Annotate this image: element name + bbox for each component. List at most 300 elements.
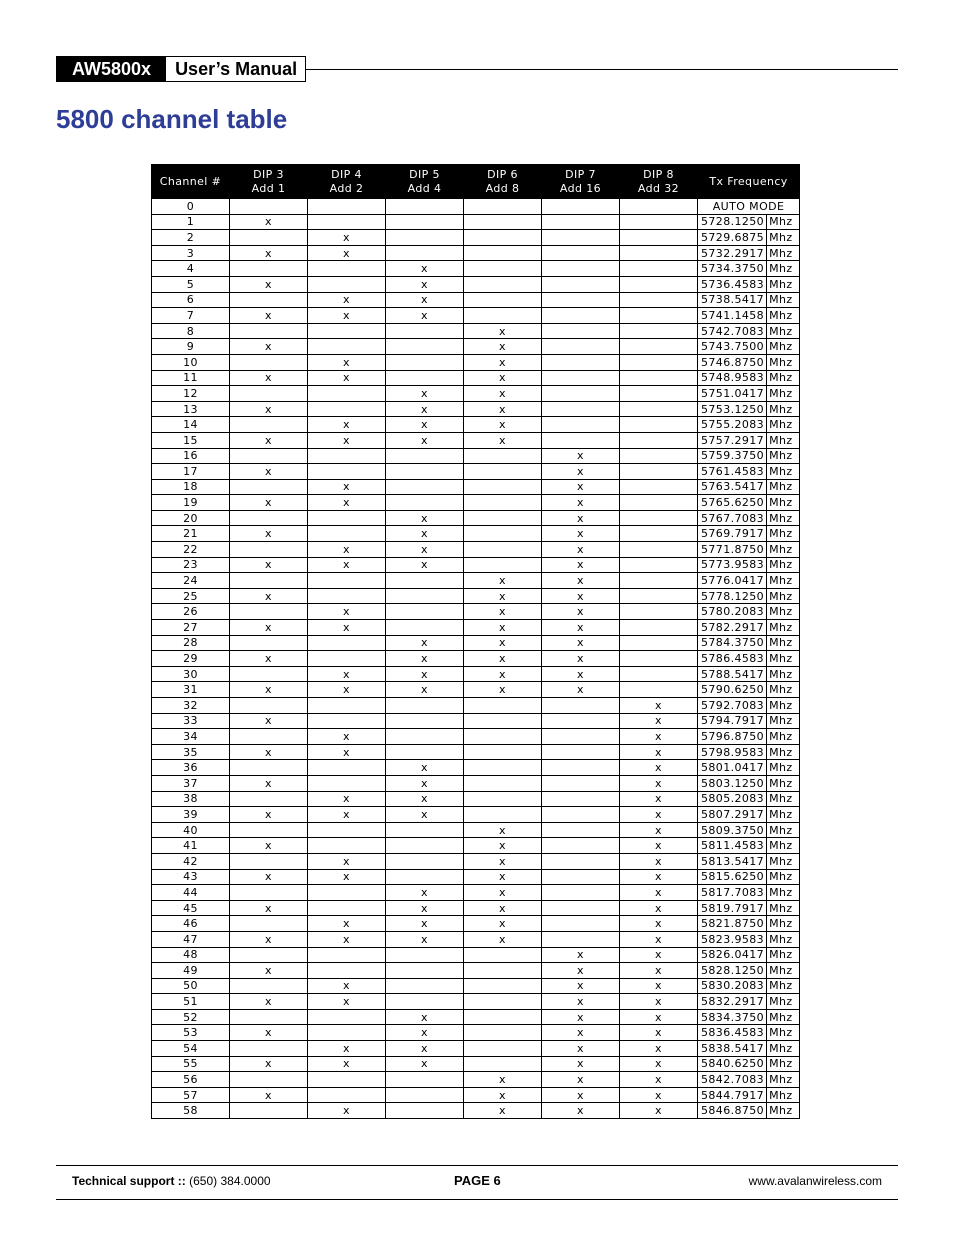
dip-cell: [620, 323, 698, 339]
dip-cell: [308, 947, 386, 963]
frequency-cell: 5807.2917: [698, 807, 767, 823]
dip-cell: x: [464, 386, 542, 402]
frequency-unit-cell: Mhz: [767, 994, 800, 1010]
manual-label: User’s Manual: [165, 56, 306, 82]
frequency-cell: 5834.3750: [698, 1009, 767, 1025]
frequency-cell: 5755.2083: [698, 417, 767, 433]
dip-cell: x: [308, 916, 386, 932]
dip-cell: x: [308, 432, 386, 448]
frequency-unit-cell: Mhz: [767, 791, 800, 807]
dip-cell: x: [542, 573, 620, 589]
dip-cell: [230, 791, 308, 807]
channel-number-cell: 53: [152, 1025, 230, 1041]
frequency-unit-cell: Mhz: [767, 542, 800, 558]
dip-cell: [386, 698, 464, 714]
dip-cell: [542, 791, 620, 807]
dip-cell: x: [308, 620, 386, 636]
frequency-unit-cell: Mhz: [767, 308, 800, 324]
channel-number-cell: 28: [152, 635, 230, 651]
frequency-unit-cell: Mhz: [767, 604, 800, 620]
channel-number-cell: 41: [152, 838, 230, 854]
channel-number-cell: 34: [152, 729, 230, 745]
frequency-unit-cell: Mhz: [767, 495, 800, 511]
dip-cell: x: [620, 947, 698, 963]
frequency-cell: 5811.4583: [698, 838, 767, 854]
dip-cell: [620, 308, 698, 324]
dip-cell: x: [464, 620, 542, 636]
dip-cell: [542, 885, 620, 901]
channel-number-cell: 14: [152, 417, 230, 433]
frequency-cell: 5823.9583: [698, 931, 767, 947]
dip-cell: x: [230, 620, 308, 636]
frequency-cell: 5748.9583: [698, 370, 767, 386]
frequency-cell: 5813.5417: [698, 853, 767, 869]
dip-cell: x: [308, 495, 386, 511]
dip-cell: [620, 354, 698, 370]
frequency-cell: 5819.7917: [698, 900, 767, 916]
dip-cell: x: [620, 994, 698, 1010]
dip-cell: [386, 370, 464, 386]
dip-cell: [230, 386, 308, 402]
website-link[interactable]: www.avalanwireless.com: [748, 1174, 882, 1188]
dip-cell: x: [542, 588, 620, 604]
dip-cell: [542, 323, 620, 339]
frequency-cell: 5757.2917: [698, 432, 767, 448]
frequency-unit-cell: Mhz: [767, 931, 800, 947]
support-label: Technical support: [72, 1174, 175, 1188]
dip-cell: [542, 900, 620, 916]
column-header: [230, 165, 308, 199]
dip-cell: [542, 807, 620, 823]
dip-cell: x: [542, 635, 620, 651]
channel-number-cell: 0: [152, 199, 230, 215]
frequency-unit-cell: Mhz: [767, 760, 800, 776]
column-header-line2: Add 16: [559, 181, 602, 195]
frequency-cell: 5821.8750: [698, 916, 767, 932]
dip-cell: x: [464, 853, 542, 869]
dip-cell: [620, 510, 698, 526]
dip-cell: [386, 323, 464, 339]
dip-cell: x: [308, 853, 386, 869]
frequency-cell: 5738.5417: [698, 292, 767, 308]
frequency-cell: 5729.6875: [698, 230, 767, 246]
dip-cell: [542, 432, 620, 448]
table-row: [152, 791, 800, 807]
dip-cell: x: [308, 417, 386, 433]
channel-number-cell: 9: [152, 339, 230, 355]
frequency-unit-cell: Mhz: [767, 526, 800, 542]
dip-cell: [464, 214, 542, 230]
dip-cell: [620, 666, 698, 682]
table-row: [152, 635, 800, 651]
table-body: [152, 199, 800, 1119]
dip-cell: [542, 417, 620, 433]
column-header-line2: Add 2: [329, 181, 364, 195]
dip-cell: x: [230, 526, 308, 542]
support-phone: (650) 384.0000: [189, 1174, 271, 1188]
channel-number-cell: 49: [152, 963, 230, 979]
channel-number-cell: 5: [152, 276, 230, 292]
dip-cell: [386, 822, 464, 838]
footer-support: [72, 1174, 271, 1188]
frequency-cell: 5751.0417: [698, 386, 767, 402]
dip-cell: [308, 635, 386, 651]
dip-cell: x: [620, 729, 698, 745]
dip-cell: [230, 885, 308, 901]
dip-cell: [464, 994, 542, 1010]
dip-cell: [230, 1072, 308, 1088]
frequency-unit-cell: Mhz: [767, 1087, 800, 1103]
frequency-unit-cell: Mhz: [767, 573, 800, 589]
dip-cell: x: [308, 807, 386, 823]
frequency-unit-cell: Mhz: [767, 510, 800, 526]
dip-cell: x: [542, 464, 620, 480]
dip-cell: [620, 620, 698, 636]
dip-cell: x: [620, 869, 698, 885]
dip-cell: [386, 994, 464, 1010]
dip-cell: [308, 775, 386, 791]
table-row: [152, 1041, 800, 1057]
frequency-unit-cell: Mhz: [767, 775, 800, 791]
frequency-cell: 5782.2917: [698, 620, 767, 636]
dip-cell: [620, 261, 698, 277]
dip-cell: [620, 448, 698, 464]
page-number: PAGE 6: [454, 1173, 501, 1188]
table-row: [152, 869, 800, 885]
dip-cell: x: [464, 370, 542, 386]
dip-cell: x: [386, 1041, 464, 1057]
frequency-unit-cell: Mhz: [767, 651, 800, 667]
dip-cell: x: [620, 853, 698, 869]
dip-cell: x: [230, 276, 308, 292]
dip-cell: x: [386, 807, 464, 823]
column-header-line1: Tx Frequency: [709, 174, 788, 188]
dip-cell: [230, 853, 308, 869]
frequency-unit-cell: Mhz: [767, 822, 800, 838]
channel-number-cell: 11: [152, 370, 230, 386]
channel-number-cell: 10: [152, 354, 230, 370]
dip-cell: [464, 510, 542, 526]
footer-rule-top: [56, 1165, 898, 1166]
frequency-unit-cell: Mhz: [767, 464, 800, 480]
dip-cell: x: [464, 651, 542, 667]
dip-cell: [230, 1041, 308, 1057]
dip-cell: x: [308, 931, 386, 947]
frequency-unit-cell: Mhz: [767, 713, 800, 729]
dip-cell: x: [308, 245, 386, 261]
frequency-cell: 5846.8750: [698, 1103, 767, 1119]
frequency-unit-cell: Mhz: [767, 323, 800, 339]
dip-cell: [308, 963, 386, 979]
dip-cell: [542, 386, 620, 402]
dip-cell: x: [230, 432, 308, 448]
channel-number-cell: 37: [152, 775, 230, 791]
table-row: [152, 1072, 800, 1088]
frequency-unit-cell: Mhz: [767, 339, 800, 355]
dip-cell: [386, 620, 464, 636]
frequency-cell: 5844.7917: [698, 1087, 767, 1103]
dip-cell: [386, 853, 464, 869]
dip-cell: [386, 729, 464, 745]
dip-cell: x: [464, 682, 542, 698]
frequency-cell: 5765.6250: [698, 495, 767, 511]
dip-cell: [230, 292, 308, 308]
dip-cell: [308, 276, 386, 292]
dip-cell: x: [464, 885, 542, 901]
frequency-cell: 5763.5417: [698, 479, 767, 495]
dip-cell: [542, 308, 620, 324]
channel-number-cell: 22: [152, 542, 230, 558]
dip-cell: x: [620, 744, 698, 760]
dip-cell: [620, 339, 698, 355]
frequency-unit-cell: Mhz: [767, 744, 800, 760]
dip-cell: x: [230, 245, 308, 261]
channel-number-cell: 1: [152, 214, 230, 230]
column-header: [698, 165, 800, 199]
dip-cell: [464, 729, 542, 745]
table-row: [152, 1103, 800, 1119]
dip-cell: x: [308, 994, 386, 1010]
frequency-unit-cell: Mhz: [767, 292, 800, 308]
table-row: [152, 947, 800, 963]
channel-number-cell: 2: [152, 230, 230, 246]
dip-cell: x: [464, 354, 542, 370]
dip-cell: [542, 245, 620, 261]
frequency-unit-cell: Mhz: [767, 853, 800, 869]
dip-cell: [308, 713, 386, 729]
dip-cell: [308, 386, 386, 402]
dip-cell: x: [230, 963, 308, 979]
dip-cell: [230, 1103, 308, 1119]
channel-number-cell: 19: [152, 495, 230, 511]
frequency-cell: 5746.8750: [698, 354, 767, 370]
frequency-unit-cell: Mhz: [767, 682, 800, 698]
dip-cell: [542, 838, 620, 854]
dip-cell: [386, 1103, 464, 1119]
column-header: [308, 165, 386, 199]
channel-number-cell: 45: [152, 900, 230, 916]
channel-number-cell: 46: [152, 916, 230, 932]
dip-cell: x: [308, 542, 386, 558]
dip-cell: [230, 573, 308, 589]
dip-cell: x: [464, 931, 542, 947]
table-row: [152, 666, 800, 682]
dip-cell: x: [230, 931, 308, 947]
dip-cell: [464, 308, 542, 324]
dip-cell: [386, 230, 464, 246]
dip-cell: x: [542, 604, 620, 620]
dip-cell: [308, 885, 386, 901]
dip-cell: [542, 869, 620, 885]
dip-cell: [386, 588, 464, 604]
dip-cell: x: [230, 775, 308, 791]
table-row: [152, 323, 800, 339]
dip-cell: [620, 635, 698, 651]
dip-cell: x: [620, 1072, 698, 1088]
dip-cell: x: [308, 1041, 386, 1057]
dip-cell: [386, 744, 464, 760]
dip-cell: x: [230, 401, 308, 417]
dip-cell: [308, 401, 386, 417]
dip-cell: x: [386, 1056, 464, 1072]
dip-cell: x: [542, 1087, 620, 1103]
channel-number-cell: 30: [152, 666, 230, 682]
dip-cell: x: [386, 1025, 464, 1041]
channel-number-cell: 40: [152, 822, 230, 838]
table-row: [152, 542, 800, 558]
frequency-cell: 5790.6250: [698, 682, 767, 698]
dip-cell: [230, 261, 308, 277]
dip-cell: [386, 978, 464, 994]
column-header-line2: Add 4: [407, 181, 442, 195]
channel-number-cell: 38: [152, 791, 230, 807]
dip-cell: [464, 744, 542, 760]
frequency-unit-cell: Mhz: [767, 620, 800, 636]
frequency-unit-cell: Mhz: [767, 261, 800, 277]
dip-cell: [230, 417, 308, 433]
dip-cell: x: [386, 885, 464, 901]
frequency-unit-cell: Mhz: [767, 214, 800, 230]
dip-cell: x: [464, 604, 542, 620]
channel-number-cell: 50: [152, 978, 230, 994]
dip-cell: x: [542, 620, 620, 636]
dip-cell: x: [230, 651, 308, 667]
channel-number-cell: 4: [152, 261, 230, 277]
frequency-unit-cell: Mhz: [767, 838, 800, 854]
frequency-unit-cell: Mhz: [767, 666, 800, 682]
table-row: [152, 386, 800, 402]
frequency-cell: 5796.8750: [698, 729, 767, 745]
dip-cell: [542, 853, 620, 869]
table-row: [152, 916, 800, 932]
channel-number-cell: 8: [152, 323, 230, 339]
dip-cell: [542, 276, 620, 292]
dip-cell: [308, 1009, 386, 1025]
dip-cell: [308, 510, 386, 526]
frequency-cell: 5805.2083: [698, 791, 767, 807]
dip-cell: [620, 464, 698, 480]
dip-cell: [620, 526, 698, 542]
table-row: [152, 308, 800, 324]
dip-cell: x: [542, 495, 620, 511]
frequency-unit-cell: Mhz: [767, 276, 800, 292]
dip-cell: [620, 230, 698, 246]
dip-cell: x: [542, 651, 620, 667]
dip-cell: x: [308, 604, 386, 620]
dip-cell: [464, 542, 542, 558]
dip-cell: x: [230, 214, 308, 230]
dip-cell: [308, 323, 386, 339]
dip-cell: x: [230, 495, 308, 511]
table-row: [152, 245, 800, 261]
auto-mode-cell: AUTO MODE: [698, 199, 800, 215]
frequency-unit-cell: Mhz: [767, 916, 800, 932]
channel-number-cell: 21: [152, 526, 230, 542]
dip-cell: x: [620, 698, 698, 714]
frequency-unit-cell: Mhz: [767, 386, 800, 402]
dip-cell: x: [464, 916, 542, 932]
dip-cell: [230, 729, 308, 745]
dip-cell: [542, 698, 620, 714]
dip-cell: [386, 448, 464, 464]
channel-number-cell: 31: [152, 682, 230, 698]
column-header: [152, 165, 230, 199]
dip-cell: [542, 775, 620, 791]
frequency-unit-cell: Mhz: [767, 963, 800, 979]
dip-cell: [308, 651, 386, 667]
dip-cell: [620, 386, 698, 402]
column-header-line2: Add 8: [485, 181, 520, 195]
dip-cell: x: [620, 807, 698, 823]
dip-cell: x: [620, 978, 698, 994]
frequency-cell: 5830.2083: [698, 978, 767, 994]
table-row: [152, 713, 800, 729]
dip-cell: [542, 292, 620, 308]
dip-cell: x: [386, 900, 464, 916]
frequency-cell: 5771.8750: [698, 542, 767, 558]
dip-cell: x: [308, 557, 386, 573]
dip-cell: [386, 464, 464, 480]
dip-cell: [464, 230, 542, 246]
dip-cell: x: [542, 1009, 620, 1025]
dip-cell: x: [308, 869, 386, 885]
dip-cell: x: [464, 573, 542, 589]
table-row: [152, 978, 800, 994]
dip-cell: [230, 760, 308, 776]
dip-cell: [620, 199, 698, 215]
table-row: [152, 1009, 800, 1025]
channel-number-cell: 18: [152, 479, 230, 495]
page-title: 5800 channel table: [56, 104, 288, 134]
dip-cell: [542, 199, 620, 215]
dip-cell: [308, 838, 386, 854]
frequency-unit-cell: Mhz: [767, 354, 800, 370]
dip-cell: [386, 339, 464, 355]
frequency-cell: 5815.6250: [698, 869, 767, 885]
dip-cell: [308, 448, 386, 464]
dip-cell: [308, 199, 386, 215]
table-row: [152, 448, 800, 464]
frequency-cell: 5734.3750: [698, 261, 767, 277]
dip-cell: [542, 354, 620, 370]
table-row: [152, 775, 800, 791]
dip-cell: [464, 963, 542, 979]
dip-cell: x: [230, 838, 308, 854]
dip-cell: x: [308, 729, 386, 745]
dip-cell: x: [620, 1041, 698, 1057]
dip-cell: [386, 214, 464, 230]
dip-cell: [464, 947, 542, 963]
dip-cell: x: [620, 1056, 698, 1072]
channel-number-cell: 56: [152, 1072, 230, 1088]
frequency-unit-cell: Mhz: [767, 1025, 800, 1041]
dip-cell: [464, 791, 542, 807]
dip-cell: [542, 744, 620, 760]
channel-number-cell: 57: [152, 1087, 230, 1103]
table-row: [152, 1025, 800, 1041]
channel-number-cell: 54: [152, 1041, 230, 1057]
dip-cell: x: [308, 791, 386, 807]
dip-cell: [464, 199, 542, 215]
dip-cell: [230, 604, 308, 620]
dip-cell: [230, 635, 308, 651]
dip-cell: x: [464, 900, 542, 916]
channel-number-cell: 16: [152, 448, 230, 464]
channel-table: [151, 164, 800, 1119]
dip-cell: x: [542, 542, 620, 558]
dip-cell: [308, 573, 386, 589]
support-separator: ::: [174, 1174, 190, 1188]
